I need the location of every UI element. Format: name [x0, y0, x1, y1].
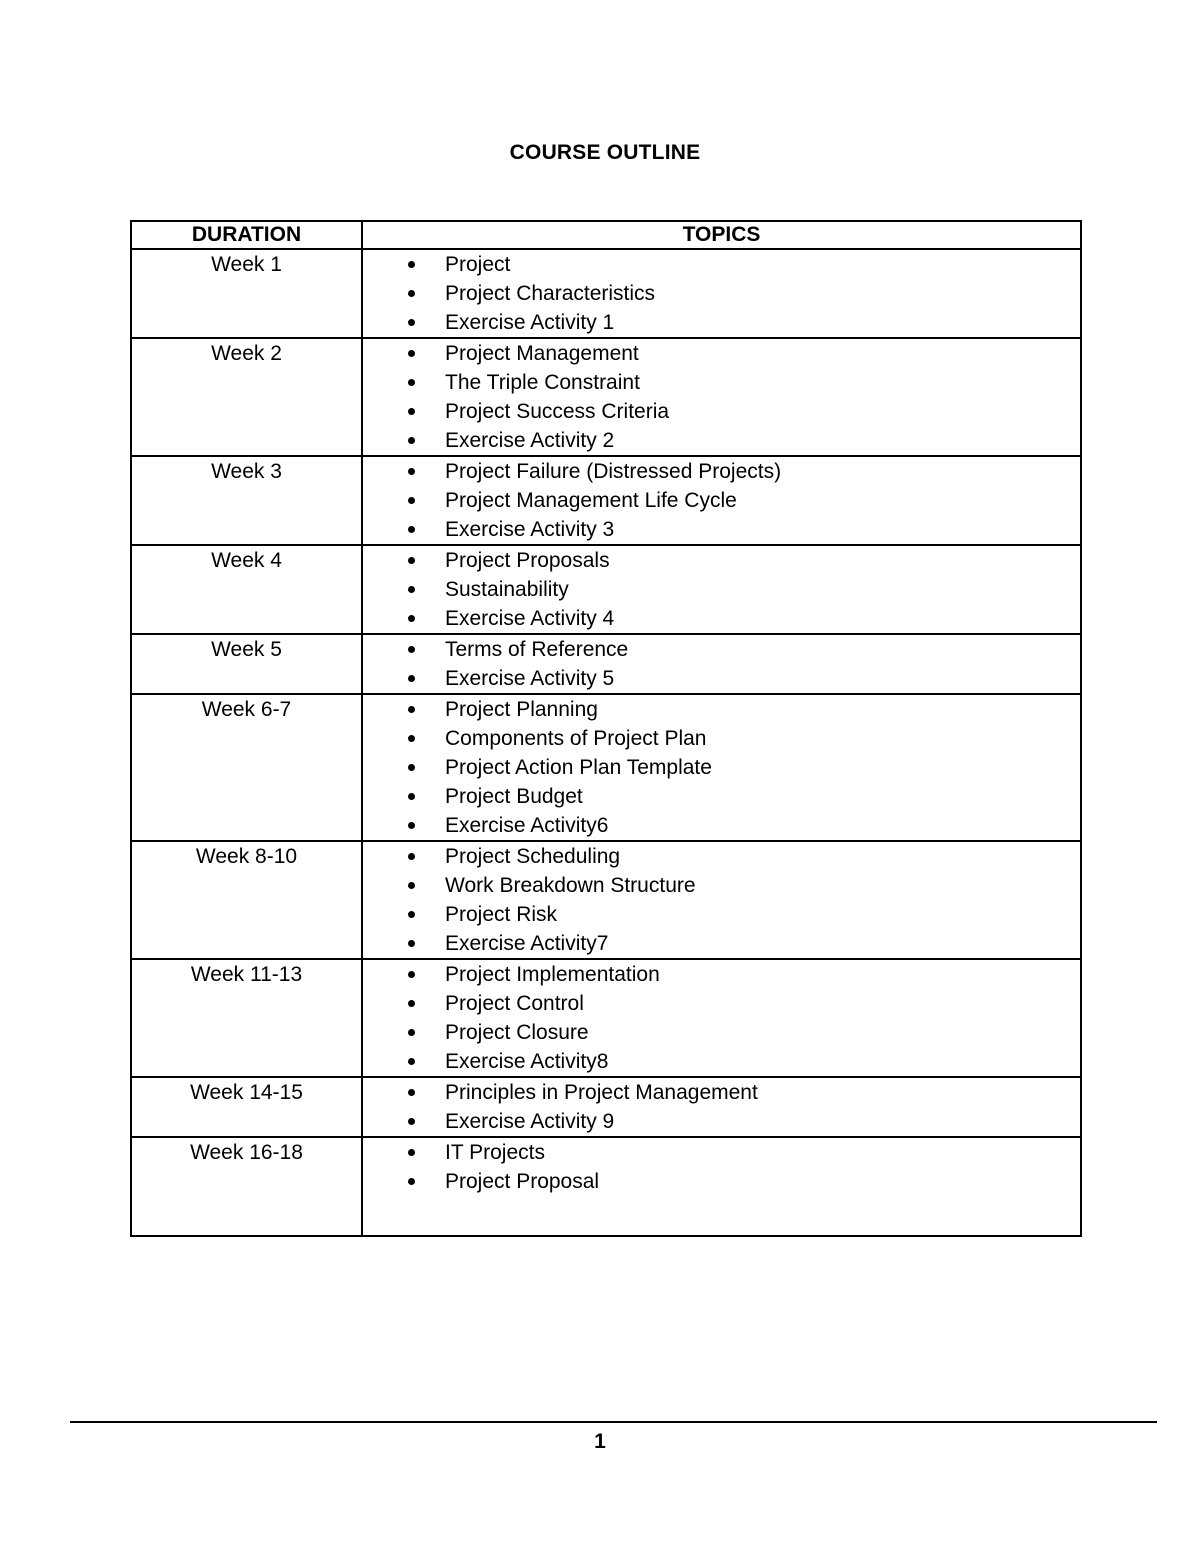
topic-label: The Triple Constraint	[445, 371, 640, 394]
bullet-icon	[408, 290, 415, 297]
bullet-icon	[408, 1118, 415, 1125]
bullet-icon	[408, 615, 415, 622]
duration-cell: Week 5	[131, 634, 362, 694]
bullet-icon	[408, 261, 415, 268]
topic-item	[363, 397, 1080, 426]
bullet-icon	[408, 764, 415, 771]
topic-label: Project Scheduling	[445, 845, 621, 868]
bullet-icon	[408, 1089, 415, 1096]
bullet-icon	[408, 1000, 415, 1007]
topic-label: Project Planning	[445, 698, 598, 721]
topic-label: Project Closure	[445, 1021, 589, 1044]
topics-column-header: TOPICS	[362, 221, 1081, 249]
topics-cell	[362, 841, 1081, 959]
topic-label: Project Risk	[445, 903, 558, 926]
topic-label: Project Success Criteria	[445, 400, 670, 423]
topic-label: Exercise Activity7	[445, 932, 609, 955]
topic-label: Exercise Activity 9	[445, 1110, 615, 1133]
topics-cell	[362, 694, 1081, 841]
table-row	[131, 545, 1081, 634]
topic-label: Project Implementation	[445, 963, 660, 986]
topic-item	[363, 368, 1080, 397]
bullet-icon	[408, 971, 415, 978]
topic-list	[363, 695, 1080, 840]
topic-item	[363, 1167, 1080, 1196]
topic-item	[363, 842, 1080, 871]
duration-cell: Week 8-10	[131, 841, 362, 959]
bullet-icon	[408, 1178, 415, 1185]
bullet-icon	[408, 408, 415, 415]
topic-item	[363, 664, 1080, 693]
topic-label: Project Characteristics	[445, 282, 656, 305]
topic-item	[363, 339, 1080, 368]
topic-item	[363, 515, 1080, 544]
topic-list	[363, 339, 1080, 455]
topic-label: Principles in Project Management	[445, 1081, 758, 1104]
topic-label: Project Budget	[445, 785, 583, 808]
topic-item	[363, 604, 1080, 633]
topic-label: Exercise Activity 2	[445, 429, 615, 452]
topic-list	[363, 546, 1080, 633]
topic-item	[363, 900, 1080, 929]
duration-cell: Week 2	[131, 338, 362, 456]
table-row	[131, 959, 1081, 1077]
topic-label: Terms of Reference	[445, 638, 629, 661]
topic-list	[363, 842, 1080, 958]
bullet-icon	[408, 706, 415, 713]
topic-label: Work Breakdown Structure	[445, 874, 696, 897]
topic-label: Exercise Activity 4	[445, 607, 615, 630]
table-row	[131, 456, 1081, 545]
topic-item	[363, 1138, 1080, 1167]
topic-label: Project Control	[445, 992, 584, 1015]
topic-label: Exercise Activity6	[445, 814, 609, 837]
footer-divider	[70, 1421, 1157, 1423]
topic-label: Project Management Life Cycle	[445, 489, 737, 512]
topic-item	[363, 575, 1080, 604]
topic-label: IT Projects	[445, 1141, 545, 1164]
topic-item	[363, 457, 1080, 486]
bullet-icon	[408, 646, 415, 653]
topics-cell	[362, 1137, 1081, 1236]
topic-label: Project Failure (Distressed Projects)	[445, 460, 782, 483]
table-row	[131, 841, 1081, 959]
bullet-icon	[408, 1029, 415, 1036]
topic-list	[363, 250, 1080, 337]
topic-label: Project Action Plan Template	[445, 756, 712, 779]
topic-list	[363, 1138, 1080, 1196]
duration-cell: Week 16-18	[131, 1137, 362, 1236]
bullet-icon	[408, 526, 415, 533]
topic-item	[363, 753, 1080, 782]
bullet-icon	[408, 468, 415, 475]
topic-item	[363, 782, 1080, 811]
course-outline-table	[130, 220, 1082, 1237]
topic-label: Exercise Activity 3	[445, 518, 615, 541]
topics-cell	[362, 456, 1081, 545]
topic-list	[363, 457, 1080, 544]
topic-item	[363, 1107, 1080, 1136]
topic-item	[363, 871, 1080, 900]
bullet-icon	[408, 911, 415, 918]
bullet-icon	[408, 940, 415, 947]
topic-item	[363, 695, 1080, 724]
duration-cell: Week 11-13	[131, 959, 362, 1077]
table-row	[131, 1077, 1081, 1137]
topic-item	[363, 989, 1080, 1018]
table-row	[131, 694, 1081, 841]
table-header-row	[131, 221, 1081, 249]
bullet-icon	[408, 882, 415, 889]
bullet-icon	[408, 586, 415, 593]
bullet-icon	[408, 735, 415, 742]
bullet-icon	[408, 497, 415, 504]
topic-item	[363, 426, 1080, 455]
topic-item	[363, 1018, 1080, 1047]
topic-label: Project Proposals	[445, 549, 610, 572]
bullet-icon	[408, 853, 415, 860]
bullet-icon	[408, 822, 415, 829]
topic-list	[363, 1078, 1080, 1136]
topic-list	[363, 635, 1080, 693]
duration-cell: Week 14-15	[131, 1077, 362, 1137]
topics-cell	[362, 1077, 1081, 1137]
topic-label: Exercise Activity 5	[445, 667, 615, 690]
page-title: COURSE OUTLINE	[509, 141, 701, 164]
topic-item	[363, 1047, 1080, 1076]
table-body	[131, 249, 1081, 1236]
topic-label: Exercise Activity 1	[445, 311, 615, 334]
bullet-icon	[408, 379, 415, 386]
bullet-icon	[408, 793, 415, 800]
topics-cell	[362, 634, 1081, 694]
table-row	[131, 634, 1081, 694]
topic-item	[363, 960, 1080, 989]
topics-cell	[362, 545, 1081, 634]
bullet-icon	[408, 1149, 415, 1156]
topic-label: Project Management	[445, 342, 639, 365]
duration-cell: Week 4	[131, 545, 362, 634]
topic-label: Components of Project Plan	[445, 727, 707, 750]
topics-cell	[362, 959, 1081, 1077]
bullet-icon	[408, 319, 415, 326]
table-row	[131, 249, 1081, 338]
duration-cell: Week 3	[131, 456, 362, 545]
topic-item	[363, 1078, 1080, 1107]
topic-label: Sustainability	[445, 578, 569, 601]
topic-item	[363, 486, 1080, 515]
topic-item	[363, 811, 1080, 840]
duration-cell: Week 1	[131, 249, 362, 338]
table-row	[131, 338, 1081, 456]
topic-item	[363, 724, 1080, 753]
bullet-icon	[408, 1058, 415, 1065]
topic-item	[363, 308, 1080, 337]
topic-item	[363, 929, 1080, 958]
topic-label: Exercise Activity8	[445, 1050, 609, 1073]
duration-cell: Week 6-7	[131, 694, 362, 841]
page-number: 1	[594, 1430, 606, 1453]
table-row	[131, 1137, 1081, 1236]
bullet-icon	[408, 675, 415, 682]
bullet-icon	[408, 437, 415, 444]
topic-item	[363, 546, 1080, 575]
topic-label: Project Proposal	[445, 1170, 600, 1193]
bullet-icon	[408, 557, 415, 564]
topic-list	[363, 960, 1080, 1076]
topic-item	[363, 279, 1080, 308]
topics-cell	[362, 249, 1081, 338]
topics-cell	[362, 338, 1081, 456]
topic-item	[363, 250, 1080, 279]
topic-label: Project	[445, 253, 511, 276]
duration-column-header: DURATION	[131, 221, 362, 249]
topic-item	[363, 635, 1080, 664]
bullet-icon	[408, 350, 415, 357]
